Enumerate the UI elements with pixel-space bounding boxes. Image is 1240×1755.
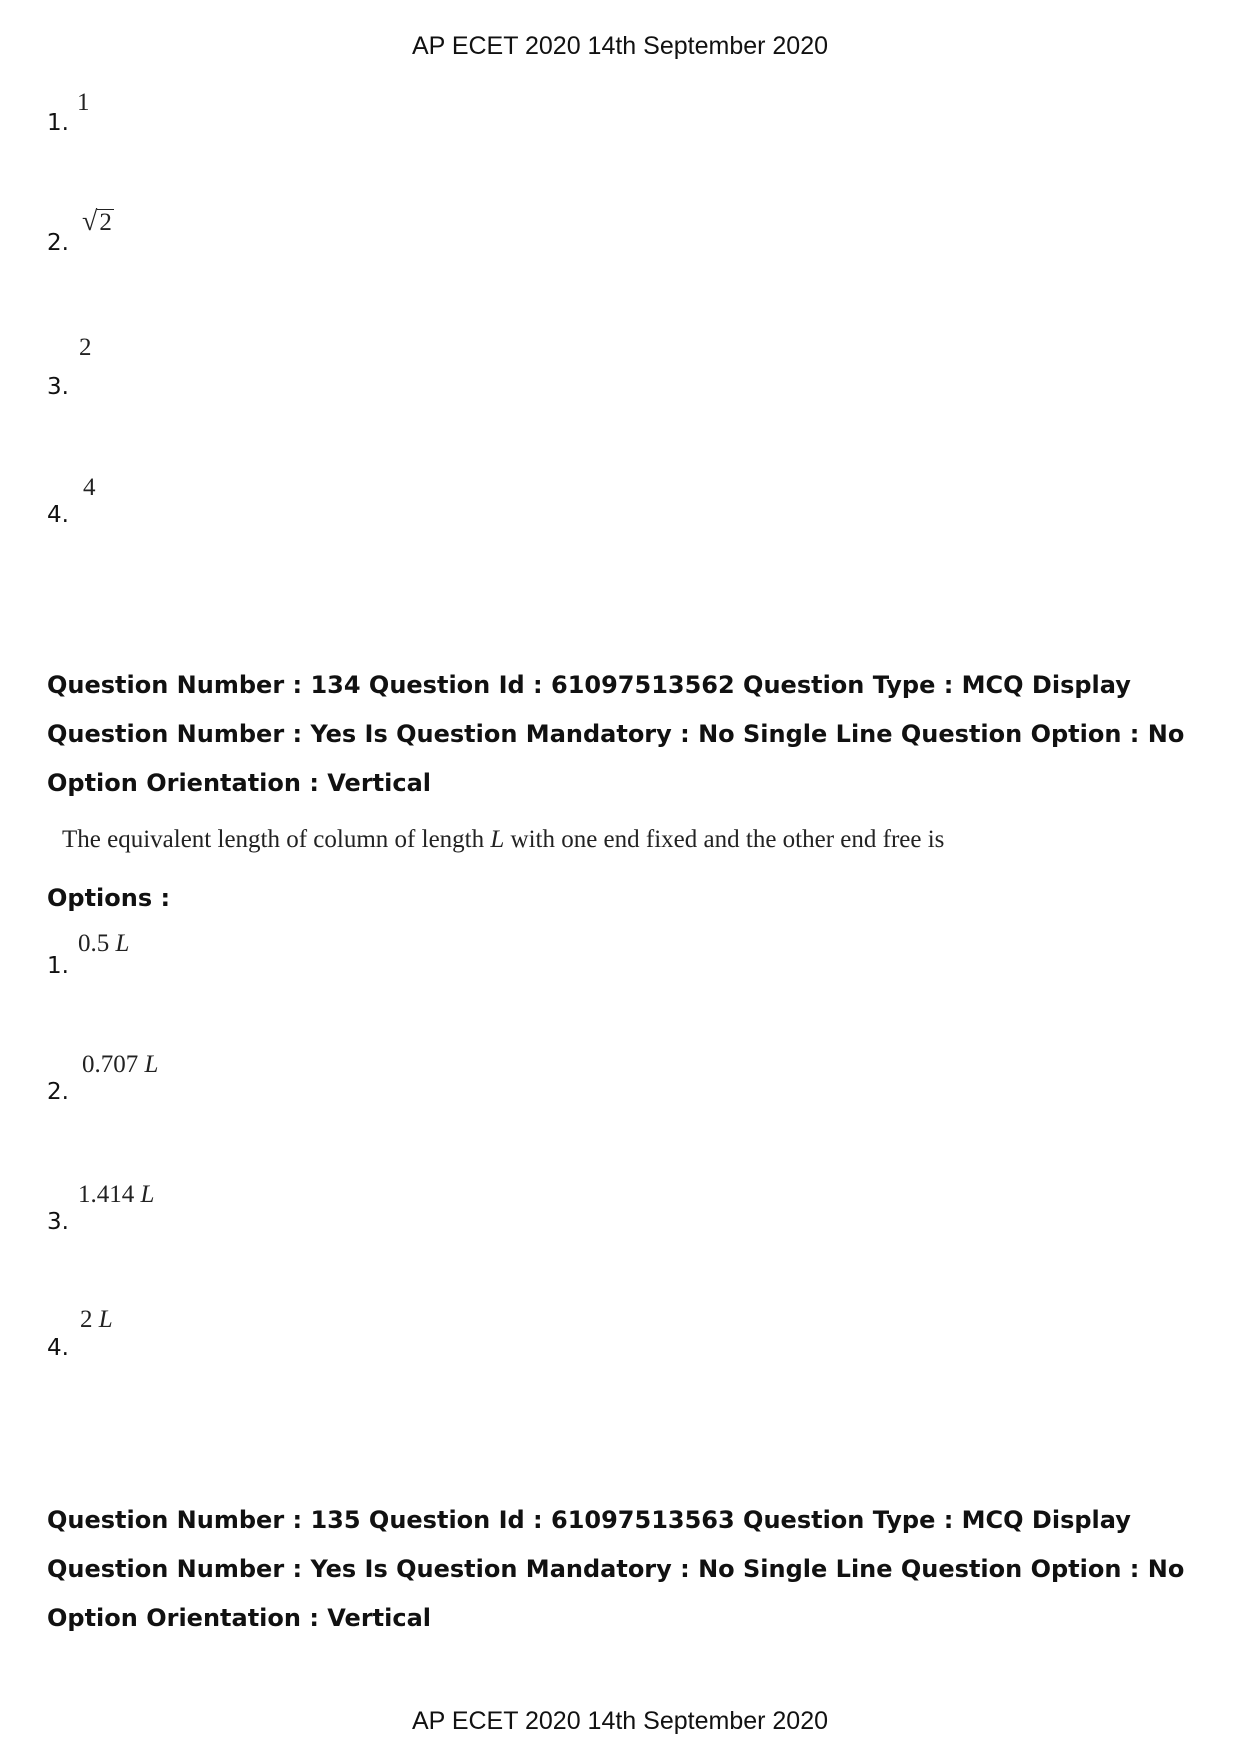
option-value <box>78 1181 154 1209</box>
options-label: Options : <box>47 884 171 912</box>
option-number: 3. <box>47 1209 69 1235</box>
option-number: 1. <box>47 953 69 979</box>
option-value <box>80 1306 113 1334</box>
question-text-part: The equivalent length of column of length <box>62 826 491 853</box>
option-number-value: 1.414 <box>78 1181 135 1208</box>
option-variable: L <box>144 1051 159 1078</box>
option-value: 4 <box>83 474 96 501</box>
option-value: 1 <box>77 89 90 116</box>
option-variable: L <box>98 1306 113 1333</box>
option-number-value: 2 <box>80 1306 93 1333</box>
question-meta-134: Question Number : 134 Question Id : 61097513562 Question Type : MCQ Display Question Number : Yes Is Question Mandatory : No Single Line Question Option : No Option Orientation : Vertical <box>47 671 1185 797</box>
option-number: 4. <box>47 502 69 528</box>
option-value-sqrt <box>82 206 114 238</box>
page-header: AP ECET 2020 14th September 2020 <box>411 32 829 60</box>
option-number: 3. <box>47 374 69 400</box>
option-variable: L <box>115 930 130 957</box>
option-value <box>82 1051 158 1079</box>
option-number: 2. <box>47 1079 69 1105</box>
question-variable: L <box>490 826 505 853</box>
radical-sign: √ <box>82 206 98 237</box>
question-text-part: with one end fixed and the other end free is <box>504 826 945 853</box>
option-number: 4. <box>47 1335 69 1361</box>
option-number: 1. <box>47 110 69 136</box>
option-number: 2. <box>47 230 69 256</box>
question-text-134 <box>62 826 944 854</box>
option-number-value: 0.5 <box>78 930 110 957</box>
option-value <box>78 930 129 958</box>
radicand: 2 <box>99 209 112 236</box>
option-number-value: 0.707 <box>82 1051 139 1078</box>
option-variable: L <box>140 1181 155 1208</box>
page-footer: AP ECET 2020 14th September 2020 <box>411 1707 829 1735</box>
question-meta-135: Question Number : 135 Question Id : 61097513563 Question Type : MCQ Display Question Number : Yes Is Question Mandatory : No Single Line Question Option : No Option Orientation : Vertical <box>47 1506 1185 1632</box>
option-value: 2 <box>79 334 92 361</box>
